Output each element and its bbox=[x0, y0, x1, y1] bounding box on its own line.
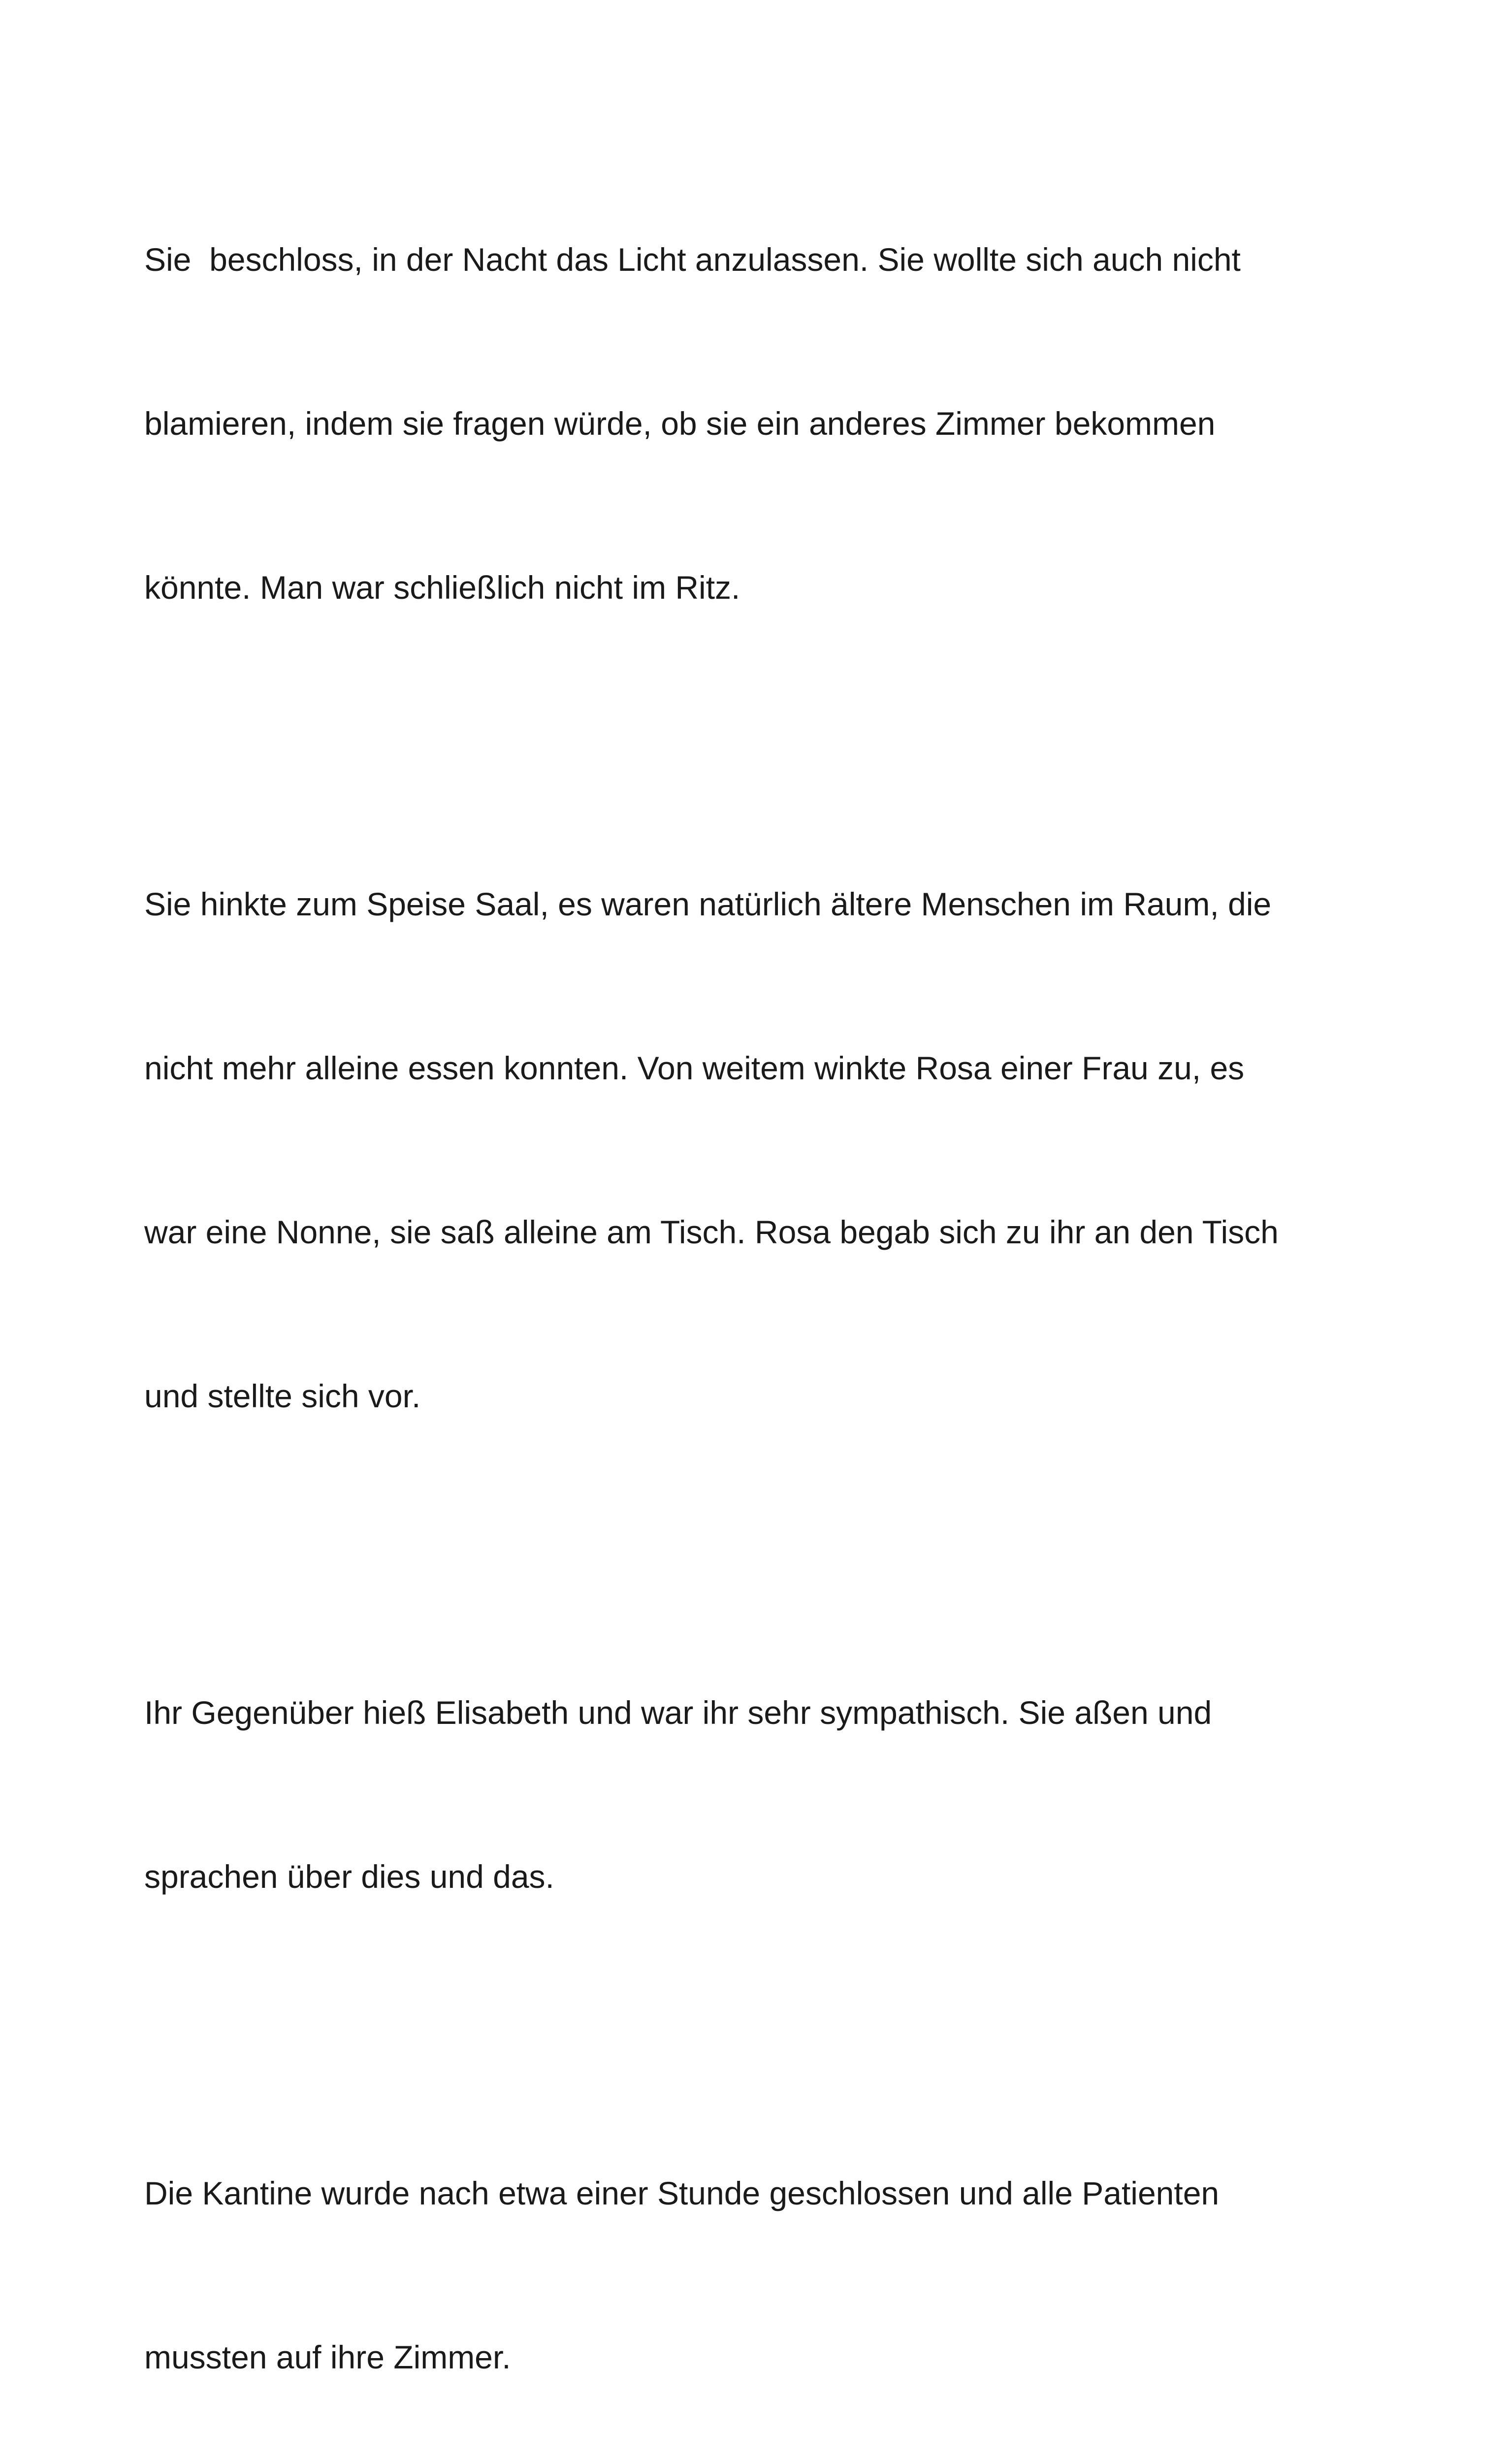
text-line: mussten auf ihre Zimmer. bbox=[144, 2339, 511, 2375]
text-line: Sie hinkte zum Speise Saal, es waren natürlich ältere Menschen im Raum, die bbox=[144, 886, 1272, 922]
text-line: und stellte sich vor. bbox=[144, 1378, 421, 1414]
paragraph-4 bbox=[144, 2057, 1385, 2462]
text-line: Ihr Gegenüber hieß Elisabeth und war ihr sehr sympathisch. Sie aßen und bbox=[144, 1694, 1212, 1731]
paragraph-1 bbox=[144, 123, 1385, 724]
text-line: Sie beschloss, in der Nacht das Licht anzulassen. Sie wollte sich auch nicht bbox=[144, 241, 1241, 278]
paragraph-3 bbox=[144, 1576, 1385, 2013]
text-line: Die Kantine wurde nach etwa einer Stunde geschlossen und alle Patienten bbox=[144, 2175, 1220, 2211]
paragraph-2 bbox=[144, 768, 1385, 1533]
text-line: nicht mehr alleine essen konnten. Von weitem winkte Rosa einer Frau zu, es bbox=[144, 1050, 1245, 1086]
text-line: sprachen über dies und das. bbox=[144, 1858, 554, 1895]
text-line: war eine Nonne, sie saß alleine am Tisch. Rosa begab sich zu ihr an den Tisch bbox=[144, 1214, 1279, 1250]
body-text bbox=[144, 123, 1385, 2462]
text-line: blamieren, indem sie fragen würde, ob sie ein anderes Zimmer bekommen bbox=[144, 405, 1216, 442]
text-line: könnte. Man war schließlich nicht im Ritz. bbox=[144, 569, 740, 606]
